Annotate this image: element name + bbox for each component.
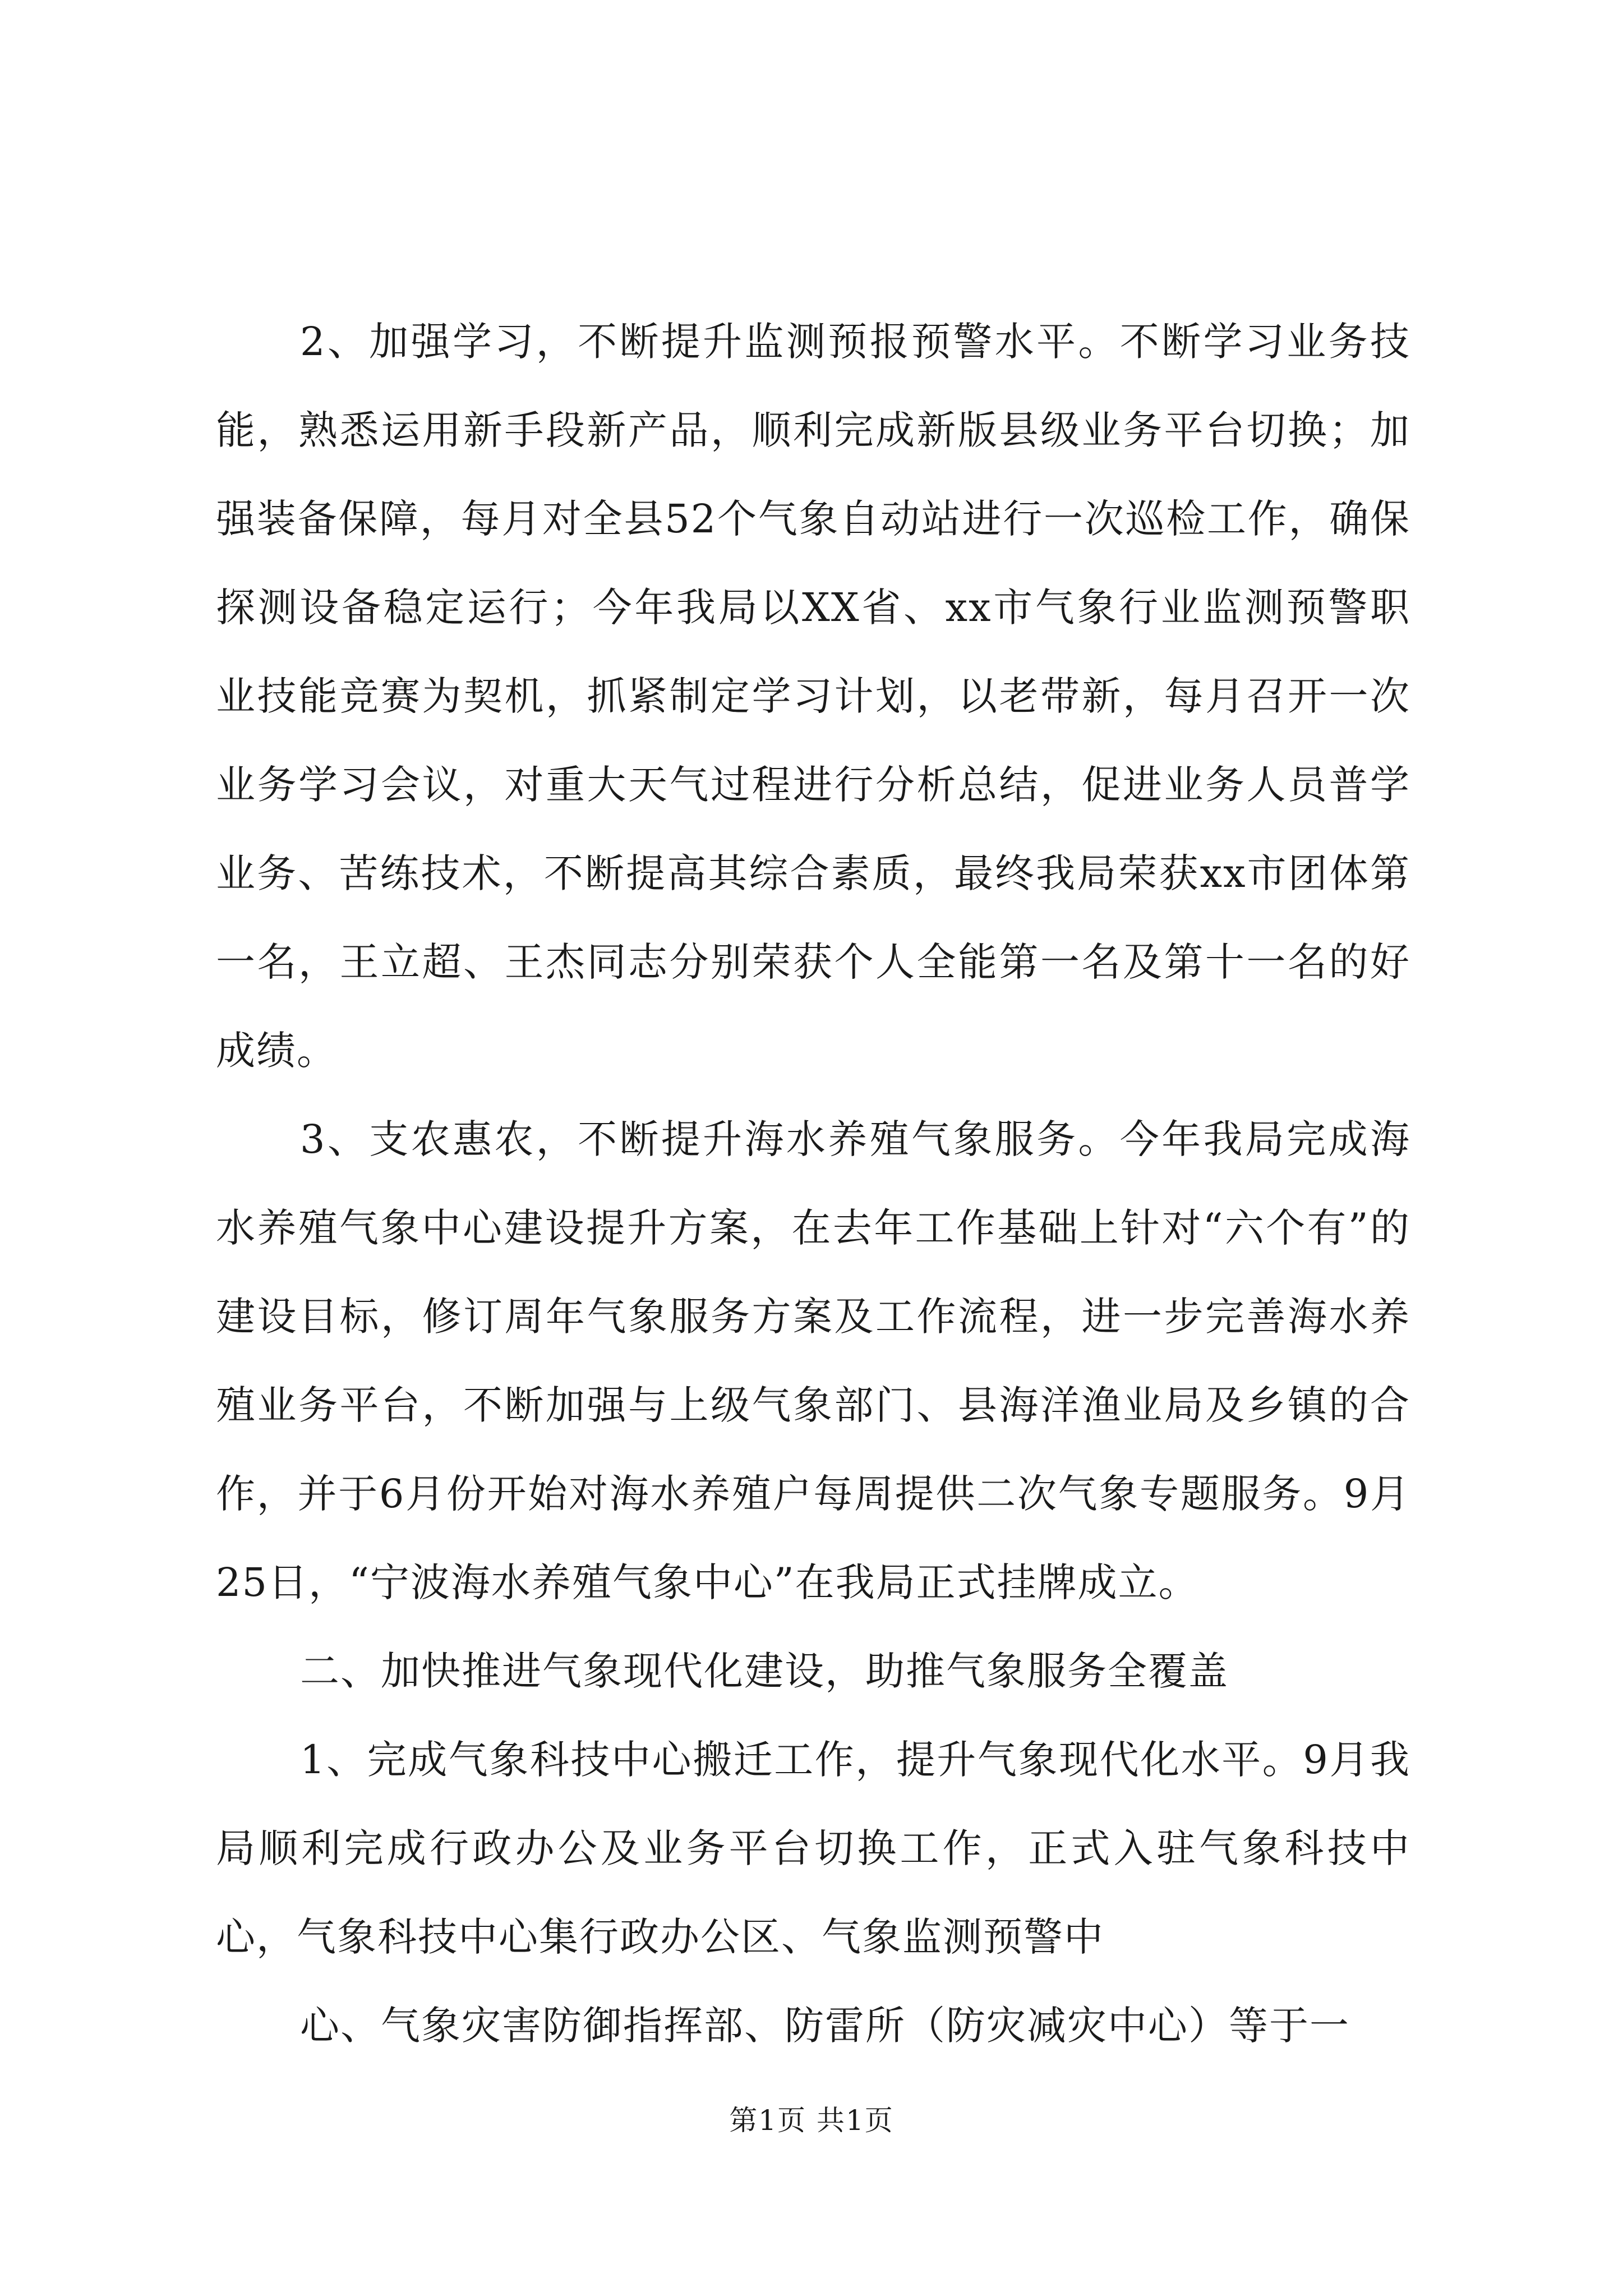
page-number-footer: 第1页 共1页 [729,2104,894,2137]
paragraph-relocation: 1、完成气象科技中心搬迁工作，提升气象现代化水平。9月我局顺利完成行政办公及业务平台切换工作，正式入驻气象科技中心，气象科技中心集行政办公区、气象监测预警中 [216,1737,1410,1960]
document-body [216,297,1410,2070]
paragraph-continuation: 心、气象灾害防御指挥部、防雷所（防灾减灾中心）等于一 [300,2003,1350,2049]
paragraph-learning: 2、加强学习，不断提升监测预报预警水平。不断学习业务技能，熟悉运用新手段新产品，顺利完成新版县级业务平台切换；加强装备保障，每月对全县52个气象自动站进行一次巡检工作，确保探测设备稳定运行；今年我局以XX省、xx市气象行业监测预警职业技能竞赛为契机，抓紧制定学习计划，以老带新，每月召开一次业务学习会议，对重大天气过程进行分析总结，促进业务人员普学业务、苦练技术，不断提高其综合素质，最终我局荣获xx市团体第一名，王立超、王杰同志分别荣获个人全能第一名及第十一名的好成绩。 [216,319,1410,1074]
paragraph-aquaculture-service: 3、支农惠农，不断提升海水养殖气象服务。今年我局完成海水养殖气象中心建设提升方案，在去年工作基础上针对“六个有”的建设目标，修订周年气象服务方案及工作流程，进一步完善海水养殖业务平台，不断加强与上级气象部门、县海洋渔业局及乡镇的合作，并于6月份开始对海水养殖户每周提供二次气象专题服务。9月25日，“宁波海水养殖气象中心”在我局正式挂牌成立。 [216,1116,1410,1605]
section-heading-modernization: 二、加快推进气象现代化建设，助推气象服务全覆盖 [300,1648,1229,1694]
